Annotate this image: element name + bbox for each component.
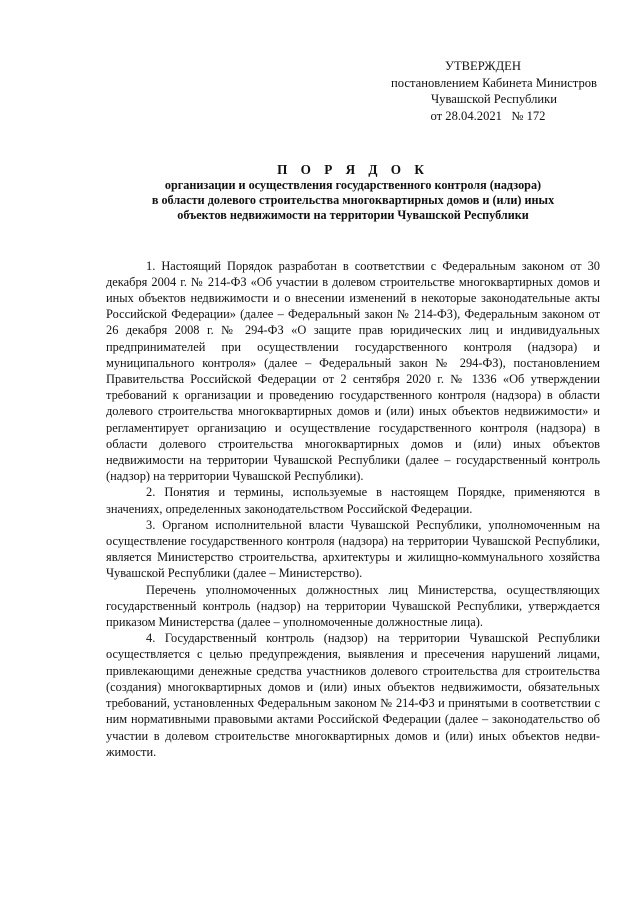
subtitle-line-3: объектов недвижимости на территории Чувашской Республики [177, 208, 529, 223]
paragraph-1: 1. Настоящий Порядок разработан в соответствии с Федеральным законом от 30 декабря 2004 г. № 214-ФЗ «Об участии в долевом строительстве многоквартирных домов и иных объектов недвижимости и о внесении изменений в некоторые законодательные акты Российской Федерации» (далее – Федеральный закон № 214-ФЗ), Федеральным законом от 26 декабря 2008 г. № 294-ФЗ «О защите прав юридических лиц и индивидуальных предпринимателей при осуществлении государственного контроля (надзора) и муниципального контроля» (далее – Федеральный закон № 294-ФЗ), постановлением Правительства Российской Федерации от 2 сентября 2020 г. № 1336 «Об утверждении требований к организации и проведению государственного контроля (надзора) в области долевого строительства многоквартирных домов и (или) иных объектов недвижимости» и регламентирует организацию и осуществление государственного контроля (надзора) в области долевого строительства многоквартирных домов и (или) иных объектов недвижимости на территории Чувашской Республики (далее – государственный контроль (надзор) на территории Чувашской Республики). [106, 258, 600, 484]
paragraph-2: 2. Понятия и термины, используемые в настоящем Порядке, применяются в значениях, определенных законодательством Российской Федерации. [106, 485, 600, 516]
subtitle-line-1: организации и осуществления государственного контроля (надзора) [164, 178, 542, 192]
approval-stamp [364, 58, 602, 124]
paragraph-4: Перечень уполномоченных должностных лиц Министерства, осуществляющих государственный контроль (надзор) на территории Чувашской Республики, утверждается приказом Министерства (далее – уполномоченные должностные лица). [106, 582, 600, 630]
paragraph-3: 3. Органом исполнительной власти Чувашской Республики, уполномоченным на осуществление государственного контроля (надзора) на территории Чувашской Республики, является Министерство строительства, архитектуры и жилищно-коммунального хозяйства Чувашской Республики (далее – Министерство). [106, 517, 600, 581]
document-title: П О Р Я Д О К [277, 162, 429, 177]
approval-region: Чувашской Республики [431, 92, 557, 106]
approval-date-number: от 28.04.2021 № 172 [430, 108, 546, 123]
subtitle-line-2: в области долевого строительства многоквартирных домов и (или) иных [151, 193, 555, 208]
document-subtitle [106, 178, 600, 224]
paragraph-5: 4. Государственный контроль (надзор) на территории Чувашской Республики осуществляется с целью предупреждения, выявления и пресечения нарушений лицами, привлекающими денежные средства участников долевого строительства для строительства (создания) многоквартирных домов и (или) иных объектов недвижимости, обязательных требований, установленных Федеральным законом № 214-ФЗ и принятыми в соответствии с ним нормативными правовыми актами Российской Федерации (далее – законодательство об участии в долевом строительстве многоквартирных домов и (или) иных объектов недвижимости. [106, 631, 600, 759]
document-body [106, 258, 600, 760]
approval-authority: постановлением Кабинета Министров [391, 75, 597, 90]
approval-heading: УТВЕРЖДЕН [445, 59, 521, 73]
